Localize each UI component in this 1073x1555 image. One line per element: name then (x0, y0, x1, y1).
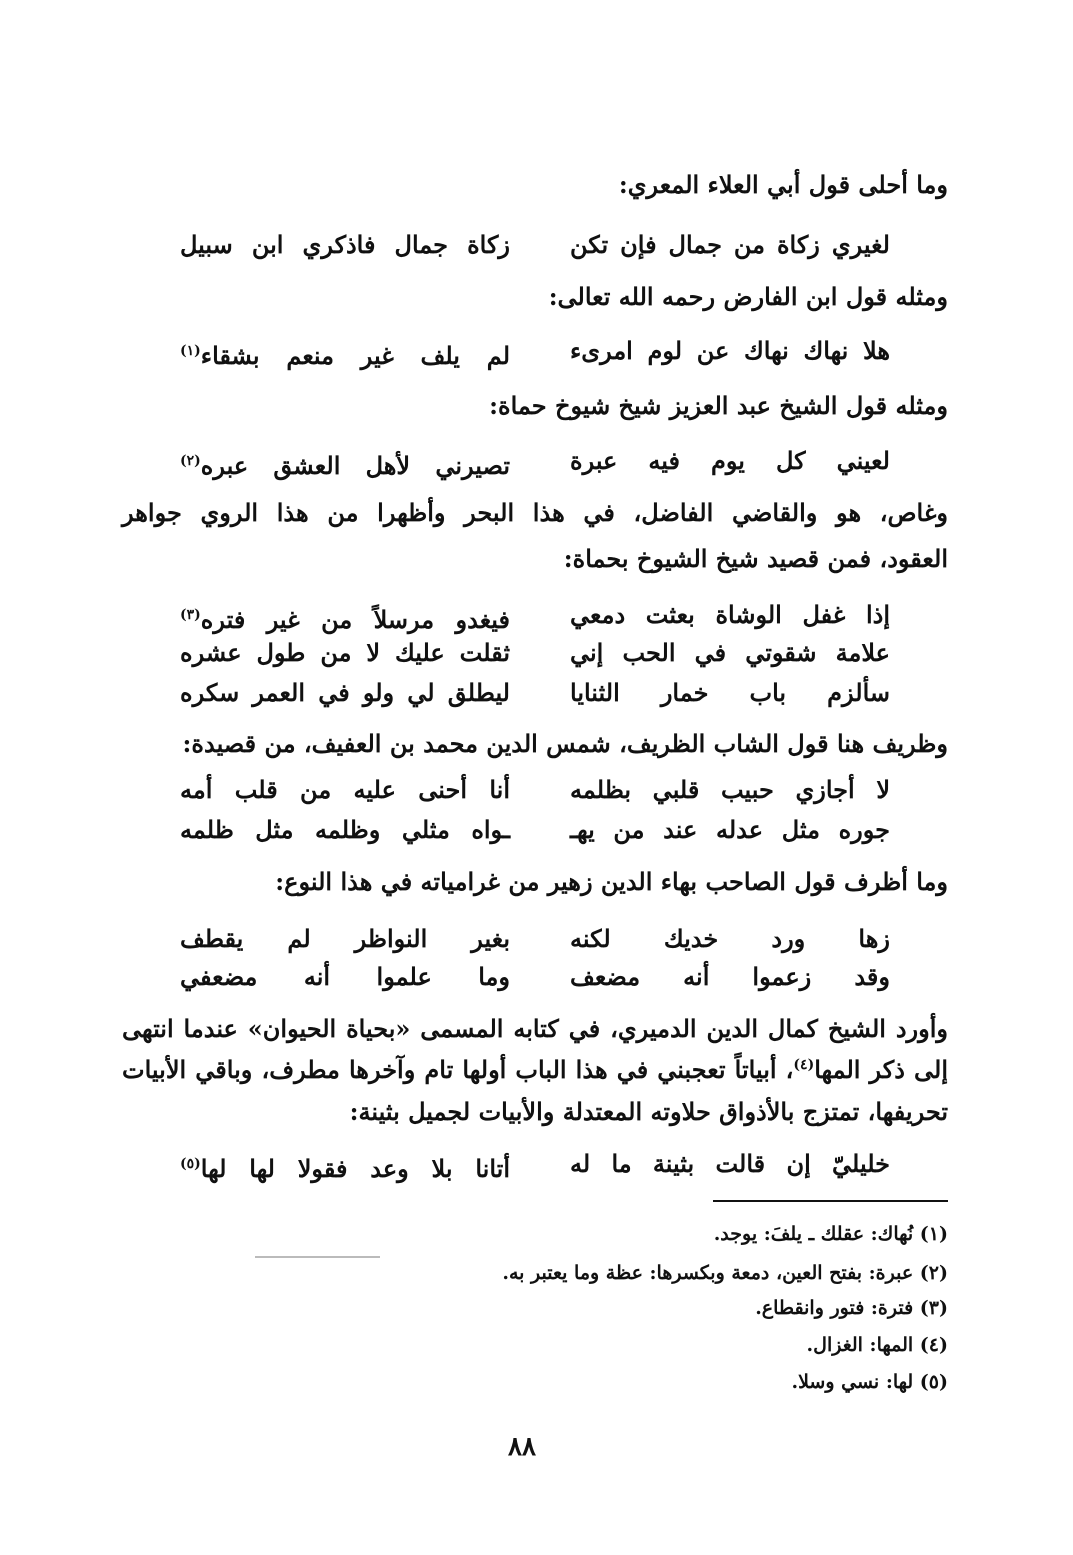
verse-2-hemistich-2-text: لم يلف غير منعم بشقاء (200, 341, 510, 370)
paragraph-2-line-2-start: إلى ذكر المها (814, 1055, 949, 1084)
verse-8-hemistich-2: ـواه مثلي وظلمه مثل ظلمه (180, 815, 510, 844)
verse-2-hemistich-2 (180, 334, 510, 373)
verse-10-hemistich-1: وقد زعموا أنه مضعف (570, 962, 890, 991)
verse-1-hemistich-2: زكاة جمال فاذكري ابن سبيل (180, 230, 510, 259)
verse-10 (180, 960, 890, 994)
verse-11 (180, 1147, 890, 1181)
footnote-ref-3: (٣) (180, 607, 201, 623)
verse-8 (180, 813, 890, 847)
footnote-4: (٤) المها: الغزال. (806, 1334, 948, 1356)
verse-11-hemistich-1: خليليّ إن قالت بثينة ما له (570, 1149, 890, 1178)
verse-10-hemistich-2: وما علموا أنه مضعفي (180, 962, 510, 991)
verse-11-hemistich-2 (180, 1147, 510, 1186)
footnote-2: (٢) عبرة: بفتح العين، دمعة وبكسرها: عظة وما يعتبر به. (502, 1262, 948, 1284)
verse-9-hemistich-1: زها ورد خديك لكنه (570, 924, 890, 953)
paragraph-2-line-3: تحريفها، تمتزج بالأذواق حلاوته المعتدلة والأبيات لجميل بثينة: (349, 1097, 948, 1126)
verse-1-hemistich-1: لغيري زكاة من جمال فإن تكن (570, 230, 890, 259)
text-line-1: وما أحلى قول أبي العلاء المعري: (618, 170, 948, 199)
verse-6 (180, 676, 890, 710)
verse-7 (180, 773, 890, 807)
verse-8-hemistich-1: جوره مثل عدله عند من يهـ (570, 815, 890, 844)
paragraph-2-line-2 (122, 1056, 948, 1085)
text-line-14: وما أظرف قول الصاحب بهاء الدين زهير من غرامياته في هذا النوع: (275, 867, 948, 896)
verse-5-hemistich-1: علامة شقوتي في الحب إني (570, 638, 890, 667)
text-line-3: ومثله قول ابن الفارض رحمه الله تعالى: (548, 282, 948, 311)
bleed-through-rule (255, 1256, 380, 1258)
verse-3-hemistich-1: لعيني كل يوم فيه عبرة (570, 446, 890, 475)
paragraph-2-line-2-rest: ، أبياتاً تعجبني في هذا الباب أولها تام وآخرها مطرف، وباقي الأبيات (122, 1055, 794, 1084)
verse-4-hemistich-2-text: فيغدو مرسلاً من غير فتره (200, 605, 510, 634)
footnote-ref-4: (٤) (793, 1057, 815, 1073)
footnote-ref-2: (٢) (180, 453, 201, 469)
verse-7-hemistich-2: أنا أحنى عليه من قلب أمه (180, 775, 510, 804)
verse-6-hemistich-2: ليطلق لي ولو في العمر سكره (180, 678, 510, 707)
verse-2-hemistich-1: هلا نهاك نهاك عن لوم امرىء (570, 336, 890, 365)
paragraph-1-line-1: وغاص، هو والقاضي الفاضل، في هذا البحر وأظهرا من هذا الروي جواهر (122, 498, 949, 527)
footnote-ref-5: (٥) (180, 1156, 201, 1172)
paragraph-2-line-1: وأورد الشيخ كمال الدين الدميري، في كتابه المسمى «بحياة الحيوان» عندما انتهى (122, 1014, 948, 1043)
footnote-ref-1: (١) (180, 343, 201, 359)
verse-4-hemistich-2 (180, 598, 510, 637)
verse-1 (180, 228, 890, 262)
verse-2 (180, 334, 890, 368)
verse-4-hemistich-1: إذا غفل الوشاة بعثت دمعي (570, 600, 890, 629)
verse-11-hemistich-2-text: أتانا بلا وعد فقولا لها لها (200, 1154, 510, 1183)
verse-3 (180, 444, 890, 478)
text-line-5: ومثله قول الشيخ عبد العزيز شيخ شيوخ حماة: (489, 391, 948, 420)
footnote-1: (١) نُهاك: عقلك ـ يلفَ: يوجد. (713, 1223, 948, 1245)
verse-7-hemistich-1: لا أجازي حبيب قلبي بظلمه (570, 775, 890, 804)
verse-3-hemistich-2 (180, 444, 510, 483)
verse-5 (180, 636, 890, 670)
footnote-separator (713, 1200, 948, 1202)
verse-6-hemistich-1: سألزم باب خمار الثنايا (570, 678, 890, 707)
text-line-11: وظريف هنا قول الشاب الظريف، شمس الدين محمد بن العفيف، من قصيدة: (182, 729, 948, 758)
footnote-3: (٣) فترة: فتور وانقطاع. (755, 1297, 948, 1319)
page-number: ٨٨ (508, 1432, 536, 1462)
verse-4 (180, 598, 890, 632)
verse-9 (180, 922, 890, 956)
verse-3-hemistich-2-text: تصيرني لأهل العشق عبره (200, 451, 510, 480)
footnote-5: (٥) لها: نسي وسلا. (791, 1371, 948, 1393)
paragraph-1-line-2: العقود، فمن قصيد شيخ الشيوخ بحماة: (563, 544, 948, 573)
verse-5-hemistich-2: ثقلت عليك لا من طول عشره (180, 638, 510, 667)
verse-9-hemistich-2: بغير النواظر لم يقطف (180, 924, 510, 953)
